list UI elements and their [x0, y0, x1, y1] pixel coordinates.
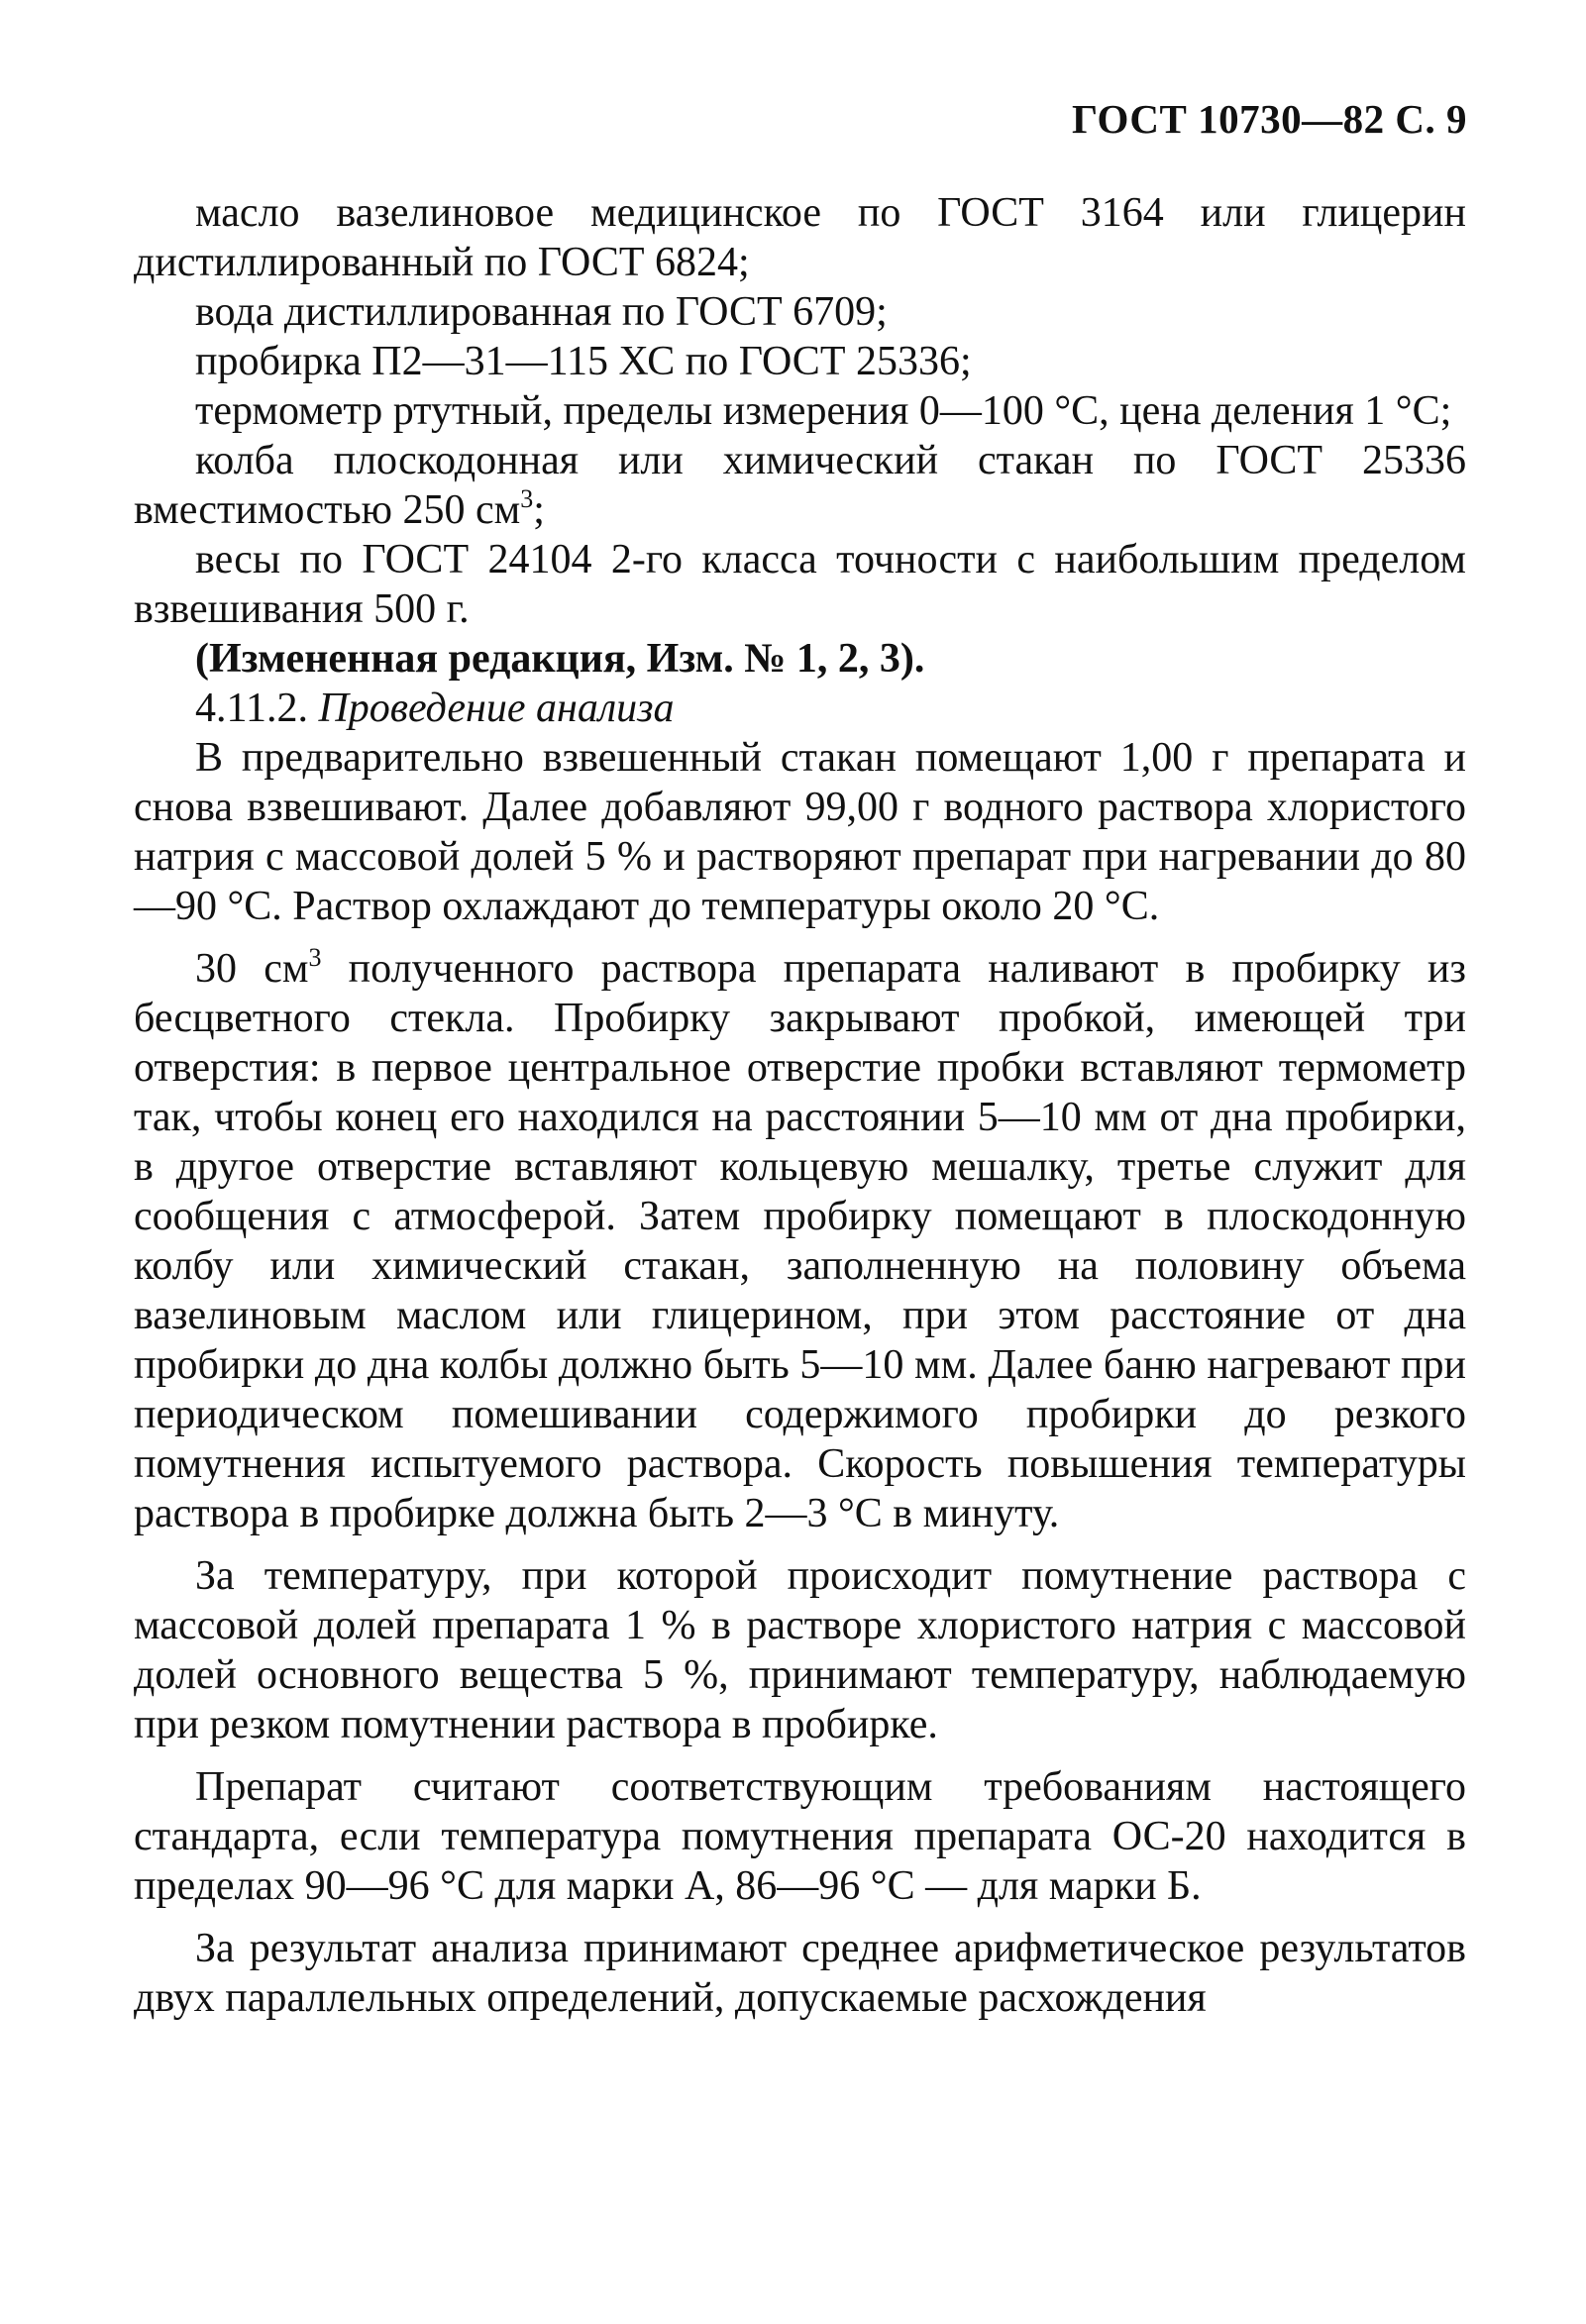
superscript: 3: [520, 484, 534, 513]
superscript: 3: [308, 943, 322, 972]
amendment-note: (Измененная редакция, Изм. № 1, 2, 3).: [195, 636, 925, 682]
material-item: термометр ртутный, пределы измерения 0—100 °С, цена деления 1 °С;: [195, 388, 1452, 434]
material-item-text: колба плоскодонная или химический стакан по ГОСТ 25336 вместимостью 250 см: [134, 438, 1466, 533]
paragraph: В предварительно взвешенный стакан помещают 1,00 г препарата и снова взвешивают. Далее добавляют 99,00 г водного раствора хлористого натрия с массовой долей 5 % и растворяют препарат при нагревании до 80—90 °С. Раствор охлаждают до температуры около 20 °С.: [134, 735, 1466, 929]
material-item: вода дистиллированная по ГОСТ 6709;: [195, 289, 888, 335]
page-header: ГОСТ 10730—82 С. 9: [1071, 96, 1467, 142]
punctuation: ;: [533, 487, 545, 533]
paragraph: За результат анализа принимают среднее арифметическое результатов двух параллельных определений, допускаемые расхождения: [134, 1926, 1466, 2021]
paragraph-text: полученного раствора препарата наливают в пробирку из бесцветного стекла. Пробирку закрывают пробкой, имеющей три отверстия: в первое центральное отверстие пробки вставляют термометр так, чтобы конец его находился на расстоянии 5—10 мм от дна пробирки, в другое отверстие вставляют кольцевую мешалку, третье служит для сообщения с атмосферой. Затем пробирку помещают в плоскодонную колбу или химический стакан, заполненную на половину объема вазелиновым маслом или глицерином, при этом расстояние от дна пробирки до дна колбы должно быть 5—10 мм. Далее баню нагревают при периодическом помешивании содержимого пробирки до резкого помутнения испытуемого раствора. Скорость повышения температуры раствора в пробирке должна быть 2—3 °С в минуту.: [134, 946, 1466, 1536]
paragraph-start: 30 см: [195, 946, 309, 992]
material-item: весы по ГОСТ 24104 2-го класса точности с наибольшим пределом взвешивания 500 г.: [134, 537, 1466, 632]
section-heading: [134, 684, 1466, 733]
material-item: масло вазелиновое медицинское по ГОСТ 3164 или глицерин дистиллированный по ГОСТ 6824;: [134, 190, 1466, 285]
material-item: пробирка П2—31—115 ХС по ГОСТ 25336;: [195, 339, 972, 384]
material-item: [134, 436, 1466, 535]
paragraph: За температуру, при которой происходит помутнение раствора с массовой долей препарата 1 % в растворе хлористого натрия с массовой долей основного вещества 5 %, принимают температуру, наблюдаемую при резком помутнении раствора в пробирке.: [134, 1553, 1466, 1747]
document-body: [134, 188, 1466, 2023]
paragraph: [134, 944, 1466, 1538]
section-title: Проведение анализа: [318, 686, 675, 731]
paragraph: Препарат считают соответствующим требованиям настоящего стандарта, если температура помутнения препарата ОС-20 находится в пределах 90—96 °С для марки А, 86—96 °С — для марки Б.: [134, 1764, 1466, 1909]
section-number: 4.11.2.: [195, 686, 308, 731]
